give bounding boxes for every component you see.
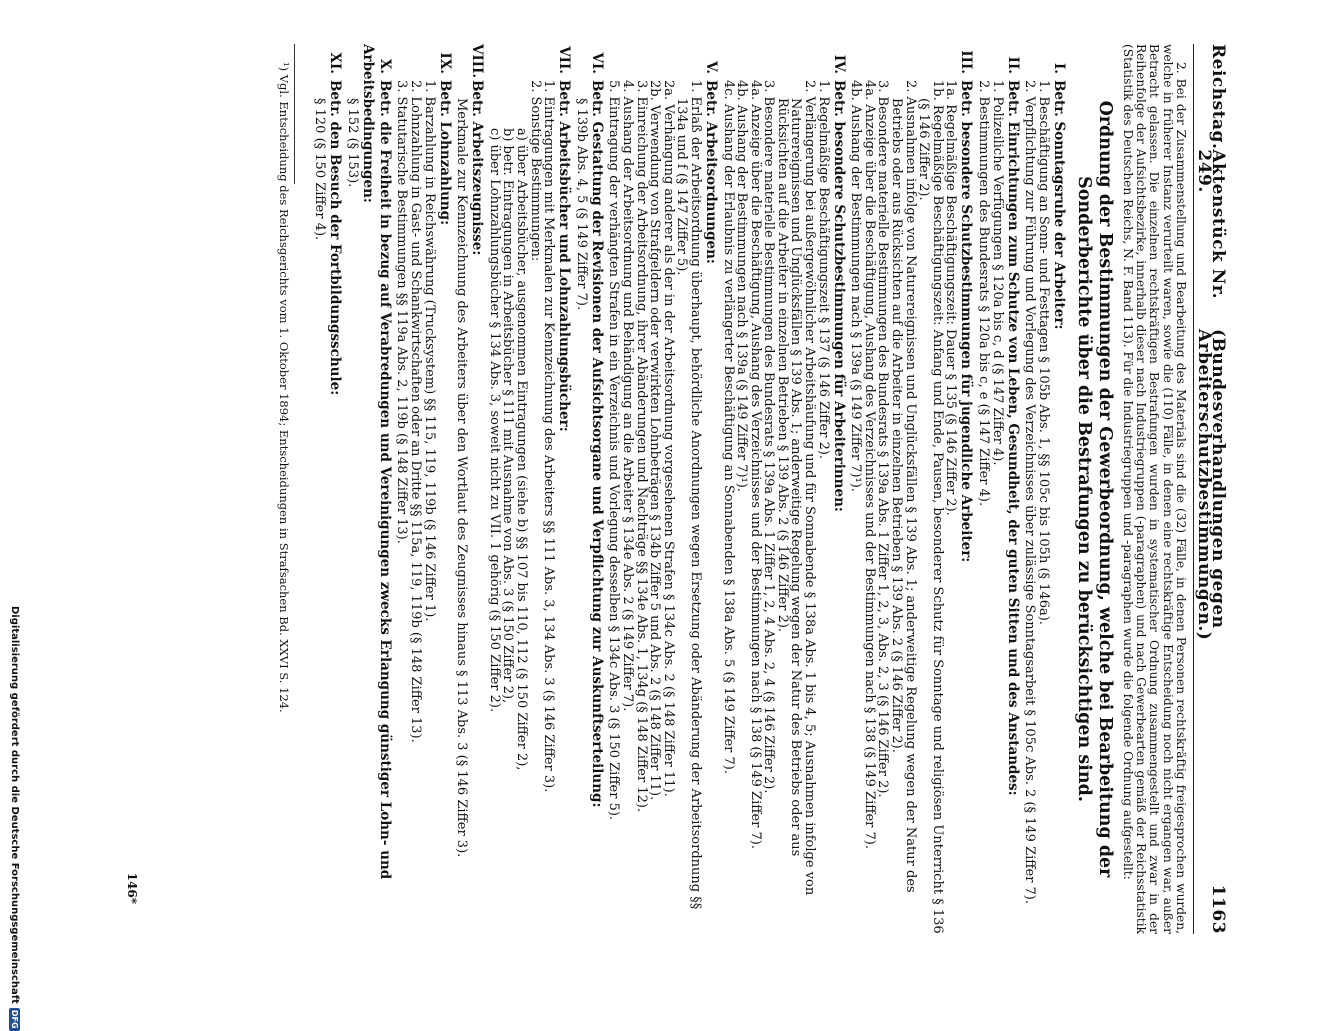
section-item: 3. Besondere materielle Bestimmungen des Bundesrats § 139a Abs. 1 Ziffer 1, 2, 3, Abs. 2, 3 (§ 146 Ziffer 2). xyxy=(875,80,891,798)
section-heading xyxy=(1004,44,1021,934)
document-title: Ordnung der Bestimmungen der Gewerbeordnung, welche bei Bearbeitung der Sonderberichte über die Bestrafungen zu berücksichtigen sind. xyxy=(1073,100,1115,878)
section-item: 4a. Anzeige über die Beschäftigung, Aushang des Verzeichnisses und der Bestimmungen nach § 138 (§ 149 Ziffer 7). xyxy=(861,80,877,849)
section-2 xyxy=(976,44,1020,934)
section-item: § 152 (§ 153). xyxy=(344,98,360,188)
section-6 xyxy=(574,44,605,934)
page-number: 1163 xyxy=(1208,884,1228,934)
section-8 xyxy=(455,44,486,934)
section-number: VII. xyxy=(556,46,573,74)
section-heading xyxy=(830,44,847,934)
section-heading-text: Betr. Arbeitsbücher und Lohnzahlungsbücher: xyxy=(556,80,573,432)
section-heading xyxy=(1050,44,1067,934)
section-subitem: c) über Lohnzahlungsbücher § 134 Abs. 3, soweit nicht zu VII. 1 gehörig (§ 150 Ziffer 2). xyxy=(486,128,502,713)
section-11 xyxy=(313,44,344,934)
section-item: 3. Einreichung der Arbeitsordnung, ihrer Abänderungen und Nachträge §§ 134e Abs. 1, 134g (§ 148 Ziffer 12). xyxy=(633,80,649,813)
section-item: 1b. Regelmäßige Beschäftigungszeit: Anfang und Ende, Pausen, besonderer Schutz für Sonntage und religiösen Unterricht § 136 (§ 146 Ziffer 2). xyxy=(916,80,945,934)
section-number: VIII. xyxy=(469,44,486,79)
section-item: 1. Eintragungen mit Merkmalen zur Kennzeichnung des Arbeiters §§ 111 Abs. 3, 134 Abs. 3 (§ 146 Ziffer 3). xyxy=(541,80,557,793)
section-heading xyxy=(326,44,343,934)
section-heading xyxy=(468,44,485,934)
section-number: IX. xyxy=(436,52,453,74)
section-item: 1. Regelmäßige Beschäftigungszeit § 137 (§ 146 Ziffer 2). xyxy=(815,80,831,460)
section-item: 2. Bestimmungen des Bundesrats § 120a bis c, e (§ 147 Ziffer 4). xyxy=(976,80,992,507)
section-heading-text: Betr. die Freiheit in bezug auf Verabredungen und Vereinigungen zwecks Erlangung günstiger Lohn- und Arbeitsbedingungen: xyxy=(359,44,393,880)
section-number: I. xyxy=(1050,62,1067,74)
section-heading xyxy=(957,44,974,934)
section-item: 5. Eintragung der verhängten Strafen in ein Verzeichnis und Vorlegung desselben § 134c Abs. 3 (§ 150 Ziffer 5). xyxy=(606,80,622,821)
section-heading xyxy=(436,44,453,934)
section-heading-text: Betr. Einrichtungen zum Schutze von Leben, Gesundheit, der guten Sitten und des Anstandes: xyxy=(1004,80,1021,796)
section-number: III. xyxy=(958,50,975,74)
section-item: 1a. Regelmäßige Beschäftigungszeit: Dauer § 135 (§ 146 Ziffer 2). xyxy=(943,80,959,516)
section-number: IV. xyxy=(830,54,847,74)
section-heading-text: Betr. den Besuch der Fortbildungsschule: xyxy=(327,80,344,396)
dfg-logo-icon: DFG xyxy=(10,1009,20,1029)
section-item: 2. Ausnahmen infolge von Naturereignissen und Unglücksfällen § 139 Abs. 1; anderweitige Regelung wegen der Natur des Betriebs oder aus Rücksichten auf die Arbeiter in einzelnen Betrieben § 139 Abs. 2 (§ 146 Ziffer 2). xyxy=(889,80,918,893)
section-heading-text: Betr. Lohnzahlung: xyxy=(436,80,453,226)
section-subitem: b) betr. Eintragungen in Arbeitsbücher § 111 mit Ausnahme von Abs. 3 (§ 150 Ziffer 2), xyxy=(500,128,516,704)
section-item: 4c. Aushang der Erlaubnis zu verlängerter Beschäftigung an Sonnabenden § 138a Abs. 5 (§ 149 Ziffer 7). xyxy=(720,80,736,774)
footnote: ¹) Vgl. Entscheidung des Reichsgerichts vom 1. Oktober 1894; Entscheidungen in Strafsachen Bd. XXVI S. 124. xyxy=(276,62,291,713)
section-heading-text: Betr. Arbeitsordnungen: xyxy=(702,80,719,264)
section-item: 2. Lohnzahlung in Gast- und Schankwirtschaften oder an Dritte §§ 115a, 119, 119b (§ 148 Ziffer 13). xyxy=(408,80,424,743)
section-heading-text: Betr. Gestattung der Revisionen der Aufsichtsorgane und Verpflichtung zur Auskunftserteilung: xyxy=(588,80,605,808)
section-3 xyxy=(849,44,975,934)
section-item: 1. Polizeiliche Verfügungen § 120a bis c, d (§ 147 Ziffer 4). xyxy=(989,80,1005,466)
header-center: Aktenstück Nr. 249. xyxy=(1194,149,1228,300)
section-heading xyxy=(359,44,393,934)
section-item: § 120 (§ 150 Ziffer 4). xyxy=(312,98,328,241)
section-item: 1. Erlaß der Arbeitsordnung überhaupt, behördliche Anordnungen wegen Ersetzung oder Abänderung der Arbeitsordnung §§ 134a und f (§ 147 Ziffer 5). xyxy=(674,80,703,910)
digitization-note xyxy=(8,606,22,1029)
section-item: 2. Sonstige Bestimmungen: xyxy=(527,80,543,262)
section-heading xyxy=(702,44,719,934)
section-item: 3. Statutarische Bestimmungen §§ 119a Abs. 2, 119b (§ 148 Ziffer 13). xyxy=(394,80,410,544)
section-item: 1. Barzahlung in Reichswährung (Trucksystem) §§ 115, 119, 119b (§ 146 Ziffer 1). xyxy=(421,80,437,622)
section-item: § 139b Abs. 4, 5 (§ 149 Ziffer 7). xyxy=(573,98,589,311)
section-item: 4. Aushang der Arbeitsordnung und Behändigung an die Arbeiter § 134e Abs. 2 (§ 149 Ziffer 7). xyxy=(619,80,635,712)
section-item: 4b. Aushang der Bestimmungen nach § 139a (§ 149 Ziffer 7)¹). xyxy=(848,80,864,492)
section-number: VI. xyxy=(588,52,605,74)
running-head xyxy=(1193,44,1228,934)
digitization-text: Digitalisierung gefördert durch die Deutsche Forschungsgemeinschaft xyxy=(9,606,21,1004)
section-item: 2a. Verhängung anderer als der in der Arbeitsordnung vorgesehenen Strafen § 134c Abs. 2 (§ 148 Ziffer 11). xyxy=(660,80,676,797)
section-heading-text: Betr. Arbeitszeugnisse: xyxy=(469,80,486,256)
sections-list xyxy=(313,44,1067,934)
section-heading-text: Betr. besondere Schutzbestimmungen für Arbeiterinnen: xyxy=(830,80,847,512)
section-item: Merkmale zur Kennzeichnung des Arbeiters über den Wortlaut des Zeugnisses hinaus § 113 Abs. 3 (§ 146 Ziffer 3). xyxy=(454,98,470,858)
section-item: 2. Verlängerung bei außergewöhnlicher Arbeitshäufung und für Sonnabende § 138a Abs. 1 bis 4, 5; Ausnahmen infolge von Naturereignissen und Unglücksfällen § 139 Abs. 1; anderweitige Regelung wegen der Natur des Betriebs oder aus Rücksichten auf die Arbeiter in einzelnen Betrieben § 139 Abs. 2 (§ 146 Ziffer 2). xyxy=(774,80,818,896)
section-item: 2. Verpflichtung zur Führung und Vorlegung des Verzeichnisses über zulässige Sonntagsarbeit § 105c Abs. 2 (§ 149 Ziffer 7). xyxy=(1022,80,1038,905)
signature-mark: 146* xyxy=(124,872,139,904)
section-item: 3. Besondere materielle Bestimmungen des Bundesrats § 139a Abs. 1 Ziffer 1, 2, 4 Abs. 2, 4 (§ 146 Ziffer 2). xyxy=(761,80,777,794)
header-left: Reichstag. xyxy=(1208,44,1228,150)
section-item: 1. Beschäftigung an Sonn- und Festtagen § 105b Abs. 1, §§ 105c bis 105h (§ 146a). xyxy=(1035,80,1051,625)
section-4 xyxy=(721,44,847,934)
section-number: V. xyxy=(702,61,719,74)
section-number: X. xyxy=(376,58,393,74)
section-item: 4b. Aushang der Bestimmungen nach § 139a (§ 149 Ziffer 7)¹). xyxy=(734,80,750,492)
section-heading xyxy=(555,44,572,934)
section-5 xyxy=(607,44,719,934)
footnote-divider xyxy=(294,44,295,184)
rotated-document-page xyxy=(114,44,1228,934)
section-10 xyxy=(345,44,393,934)
section-7 xyxy=(487,44,572,934)
section-number: II. xyxy=(1004,56,1021,74)
section-subitem: a) über Arbeitsbücher, ausgenommen Eintragungen (siehe b) §§ 107 bis 110, 112 (§ 150 Ziffer 2), xyxy=(513,128,529,771)
section-heading-text: Betr. Sonntagsruhe der Arbeiter: xyxy=(1050,80,1067,330)
section-item: 2b. Verwendung von Strafgeldern oder verwirkten Lohnbeträgen § 134b Ziffer 5 und Abs. 2 (§ 148 Ziffer 11). xyxy=(647,80,663,801)
section-number: XI. xyxy=(327,52,344,74)
section-9 xyxy=(395,44,453,934)
section-1 xyxy=(1023,44,1067,934)
section-heading xyxy=(588,44,605,934)
section-item: 4a. Anzeige über die Beschäftigung, Aushang des Verzeichnisses und der Bestimmungen nach § 138 (§ 149 Ziffer 7). xyxy=(747,80,763,849)
intro-paragraph: 2. Bei der Zusammenstellung und Bearbeitung des Materials sind die (32) Fälle, in denen Personen rechtskräftig freigesprochen wurden, welche in früherer Instanz verurteilt waren, sowie die (110) Fälle, in denen eine rechtskräftige Entscheidung noch nicht ergangen war, außer Betracht gelassen. Die einzelnen rechtskräftigen Bestrafungen wurden in systematischer Ordnung zusammengestellt und zwar in der Reihenfolge der Aufsichtsbezirke, innerhalb dieser nach Industriegruppen (-paragraphen) und nach Gewerbearten gemäß der Reichsstatistik (Statistik des Deutschen Reichs, N. F. Band 113). Für die Industriegruppen und -paragraphen wurde die folgende Ordnung aufgestellt: xyxy=(1121,44,1188,934)
section-heading-text: Betr. besondere Schutzbestimmungen für jugendliche Arbeiter: xyxy=(958,80,975,563)
header-note: (Bundesverhandlungen gegen Arbeiterschutzbestimmungen.) xyxy=(1194,328,1228,641)
